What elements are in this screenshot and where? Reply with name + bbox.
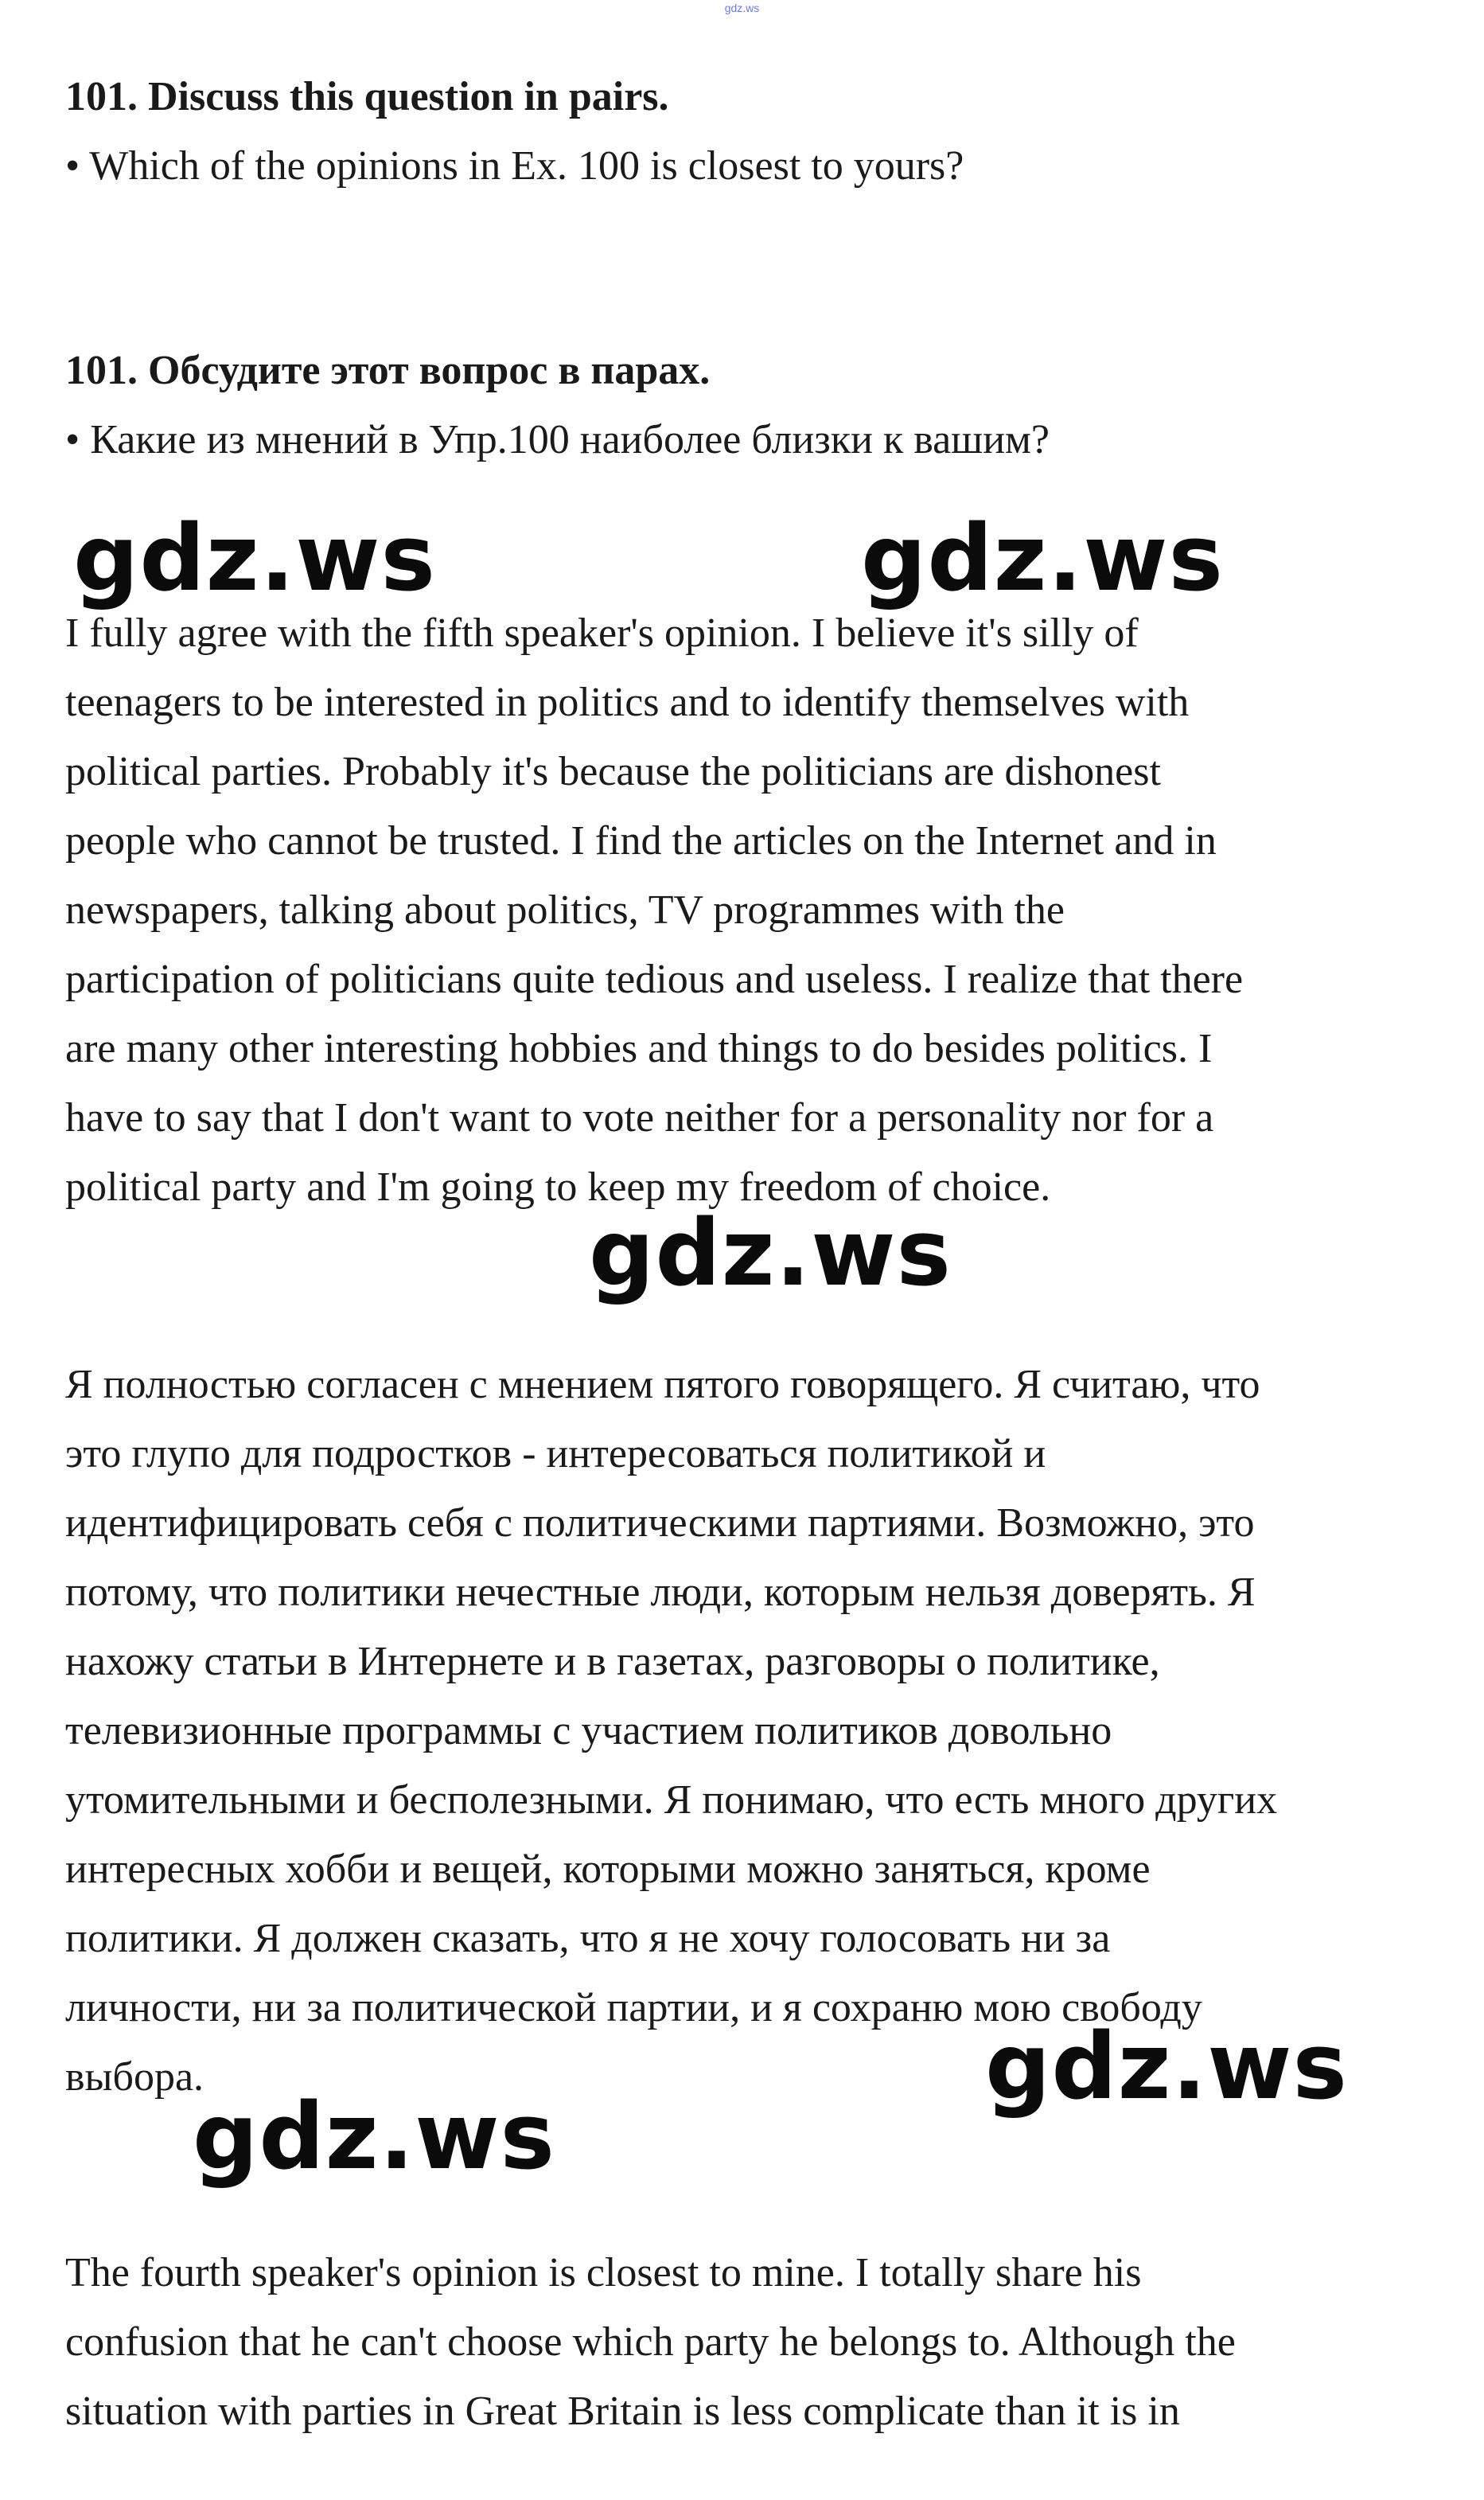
watermark-logo: gdz.ws	[861, 505, 1224, 612]
english-task	[65, 62, 1434, 201]
top-watermark: gdz.ws	[724, 2, 760, 14]
paragraph-line: political party and I'm going to keep my freedom of choice.	[65, 1164, 1051, 1210]
paragraph-line: political parties. Probably it's because the politicians are dishonest	[65, 749, 1161, 794]
paragraph-line: выбора.	[65, 2054, 204, 2100]
watermark-logo: gdz.ws	[73, 505, 436, 612]
watermark-logo: gdz.ws	[589, 1200, 952, 1307]
paragraph-line: утомительными и бесполезными. Я понимаю, что есть много других	[65, 1777, 1278, 1823]
paragraph-line: people who cannot be trusted. I find the articles on the Internet and in	[65, 818, 1217, 864]
paragraph-line: newspapers, talking about politics, TV programmes with the	[65, 887, 1065, 933]
paragraph-line: Я полностью согласен с мнением пятого говорящего. Я считаю, что	[65, 1362, 1260, 1407]
paragraph-line: потому, что политики нечестные люди, которым нельзя доверять. Я	[65, 1570, 1256, 1615]
watermark-logo: gdz.ws	[193, 2084, 555, 2190]
paragraph-line: teenagers to be interested in politics and to identify themselves with	[65, 680, 1190, 725]
russian-answer-1	[65, 1350, 1434, 2120]
paragraph-line: have to say that I don't want to vote neither for a personality nor for a	[65, 1095, 1214, 1141]
english-answer-2	[65, 2238, 1434, 2446]
paragraph-line: The fourth speaker's opinion is closest to mine. I totally share his	[65, 2250, 1142, 2295]
english-task-question: • Which of the opinions in Ex. 100 is closest to yours?	[65, 143, 964, 189]
paragraph-line: are many other interesting hobbies and things to do besides politics. I	[65, 1026, 1213, 1071]
paragraph-line: личности, ни за политической партии, и я сохраню мою свободу	[65, 1985, 1202, 2030]
paragraph-line: confusion that he can't choose which party he belongs to. Although the	[65, 2319, 1236, 2365]
paragraph-line: participation of politicians quite tedious and useless. I realize that there	[65, 957, 1244, 1002]
russian-task-question: • Какие из мнений в Упр.100 наиболее близки к вашим?	[65, 417, 1050, 462]
russian-task	[65, 336, 1434, 474]
paragraph-line: situation with parties in Great Britain is less complicate than it is in	[65, 2389, 1180, 2434]
paragraph-line: телевизионные программы с участием политиков довольно	[65, 1708, 1112, 1753]
paragraph-line: интересных хобби и вещей, которыми можно заняться, кроме	[65, 1847, 1151, 1892]
russian-task-heading: 101. Обсудите этот вопрос в парах.	[65, 348, 711, 393]
watermark-logo: gdz.ws	[985, 2014, 1348, 2120]
paragraph-line: это глупо для подростков - интересоваться политикой и	[65, 1431, 1046, 1476]
english-answer-1	[65, 599, 1434, 1222]
paragraph-line: нахожу статьи в Интернете и в газетах, разговоры о политике,	[65, 1639, 1160, 1684]
paragraph-line: идентифицировать себя с политическими партиями. Возможно, это	[65, 1500, 1255, 1546]
english-task-heading: 101. Discuss this question in pairs.	[65, 74, 669, 119]
paragraph-line: I fully agree with the fifth speaker's opinion. I believe it's silly of	[65, 610, 1139, 656]
paragraph-line: политики. Я должен сказать, что я не хочу голосовать ни за	[65, 1916, 1111, 1961]
